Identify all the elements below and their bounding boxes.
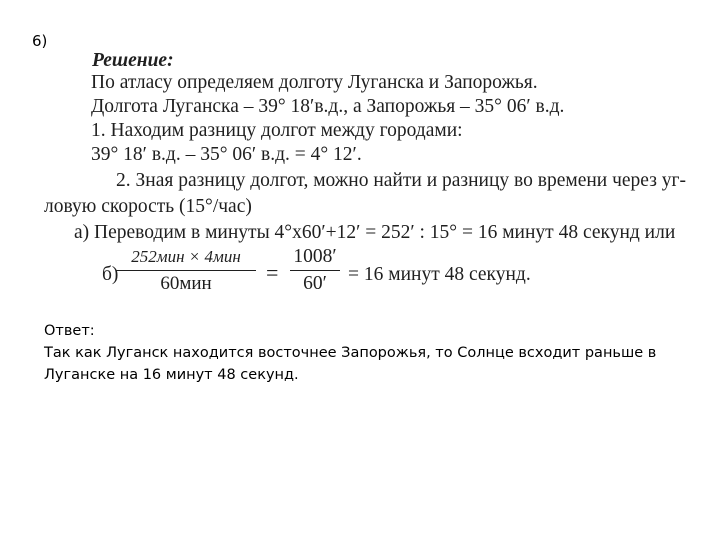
fraction-2-denominator: 60′: [303, 273, 327, 294]
fraction-2: [290, 246, 340, 295]
solution-line-2: Долгота Луганска – 39° 18′в.д., а Запорожья – 35° 06′ в.д.: [91, 96, 565, 117]
fraction-1-bar: [116, 270, 256, 271]
answer-block: [44, 320, 684, 386]
fraction-1-numerator: 252мин × 4мин: [131, 247, 241, 266]
solution-line-4: 39° 18′ в.д. – 35° 06′ в.д. = 4° 12′.: [91, 144, 362, 165]
solution-line-1: По атласу определяем долготу Луганска и Запорожья.: [91, 72, 538, 93]
slide-number-label: 6): [32, 32, 48, 50]
solution-heading: Решение:: [92, 50, 174, 71]
formula-label: б): [102, 264, 119, 285]
answer-heading: Ответ:: [44, 323, 95, 339]
formula-result: = 16 минут 48 секунд.: [348, 264, 531, 285]
formula-b: [102, 246, 622, 302]
solution-line-3: 1. Находим разницу долгот между городами:: [91, 120, 463, 141]
fraction-1: [116, 246, 256, 295]
fraction-2-numerator: 1008′: [293, 246, 337, 267]
scanned-solution-image: [44, 50, 704, 310]
solution-line-7: а) Переводим в минуты 4°x60′+12′ = 252′ : 15° = 16 минут 48 секунд или: [74, 222, 676, 243]
fraction-1-denominator: 60мин: [160, 273, 212, 294]
formula-equals: =: [266, 260, 279, 285]
solution-line-6: ловую скорость (15°/час): [44, 196, 252, 217]
fraction-2-bar: [290, 270, 340, 271]
solution-line-5: 2. Зная разницу долгот, можно найти и разницу во времени через уг-: [116, 170, 687, 191]
answer-text: Так как Луганск находится восточнее Запорожья, то Солнце всходит раньше в Луганске на 16 минут 48 секунд.: [44, 345, 657, 383]
